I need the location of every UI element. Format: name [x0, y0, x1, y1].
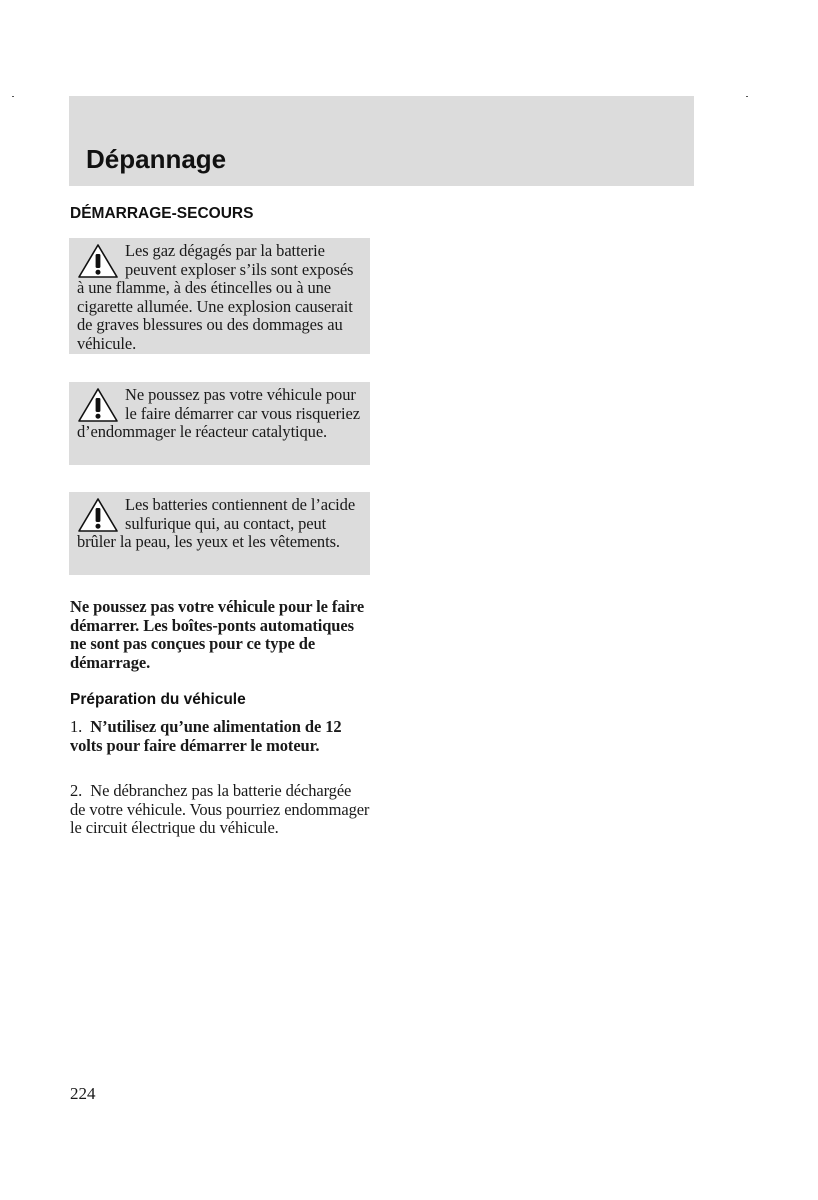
warning-text: Les batteries contiennent de l’acide sulfurique qui, au contact, peut brûler la peau, les yeux et les vêtements. [77, 495, 356, 552]
step-text: N’utilisez qu’une alimentation de 12 volts pour faire démarrer le moteur. [70, 717, 342, 755]
important-note: Ne poussez pas votre véhicule pour le faire démarrer. Les boîtes-ponts automatiques ne sont pas conçues pour ce type de démarrage. [70, 597, 365, 672]
section-title: DÉMARRAGE-SECOURS [70, 205, 254, 222]
step-item [70, 782, 370, 838]
crop-mark-right [746, 96, 748, 97]
warning-text: Les gaz dégagés par la batterie peuvent exploser s’ils sont exposés à une flamme, à des étincelles ou à une cigarette allumée. Une explosion causerait de graves blessures ou des dommages au véhicule. [77, 241, 354, 353]
subheading: Préparation du véhicule [70, 691, 246, 708]
warning-triangle-icon [77, 243, 119, 279]
warning-triangle-icon [77, 497, 119, 533]
warning-text: Ne poussez pas votre véhicule pour le faire démarrer car vous risqueriez d’endommager le réacteur catalytique. [77, 385, 360, 442]
step-number: 2. [70, 781, 83, 800]
page-number: 224 [70, 1084, 96, 1103]
chapter-header [69, 96, 694, 186]
warning-box-sulfuric-acid [69, 492, 370, 575]
chapter-title: Dépannage [86, 144, 227, 174]
step-number: 1. [70, 717, 83, 736]
warning-box-push-start [69, 382, 370, 465]
step-text: Ne débranchez pas la batterie déchargée de votre véhicule. Vous pourriez endommager le circuit électrique du véhicule. [70, 781, 370, 838]
step-item [70, 718, 370, 755]
warning-triangle-icon [77, 387, 119, 423]
warning-box-battery-gas [69, 238, 370, 354]
crop-mark-left [12, 96, 14, 97]
